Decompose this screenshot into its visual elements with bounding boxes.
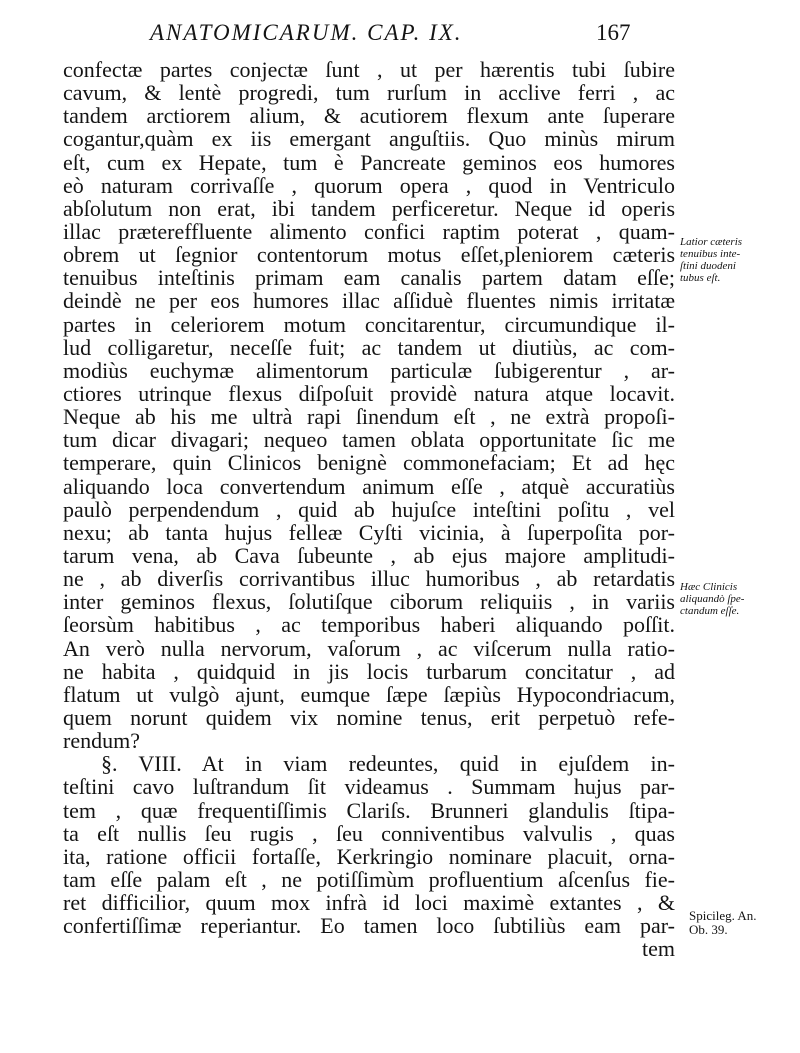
text-line: ne habita , quidquid in jis locis turbarum concitatur , ad	[63, 658, 675, 684]
text-line: nexu; ab tanta hujus felleæ Cyſti vicinia, à ſuperpoſita por-	[63, 519, 675, 545]
text-line: confertiſſimæ reperiantur. Eo tamen loco ſubtiliùs eam par-	[63, 913, 675, 939]
text-line: illac prætereffluente alimento confici raptim poterat , quam-	[63, 218, 675, 244]
text-line: Neque ab his me ultrà rapi ſinendum eſt , ne extrà propoſi-	[63, 404, 675, 430]
text-line: inter geminos flexus, ſolutiſque ciborum reliquiis , in variis	[63, 589, 675, 615]
margin-note-line: ſtini duodeni	[680, 260, 736, 272]
margin-note-line: ctandum eſſe.	[680, 605, 740, 617]
text-line: abſolutum non erat, ibi tandem perficeretur. Neque id operis	[63, 195, 675, 221]
text-line: ret difficilior, quum mox infrà id loci maximè extantes , &	[63, 890, 675, 916]
margin-note-line: tubus eſt.	[680, 272, 721, 284]
section-heading-line: §. VIII. At in viam redeuntes, quid in ejuſdem in-	[101, 751, 675, 777]
text-line: confectæ partes conjectæ ſunt , ut per hærentis tubi ſubire	[63, 57, 675, 82]
margin-note-line: Latior cæteris	[680, 236, 743, 248]
text-line: cogantur,quàm ex iis emergant anguſtiis. Quo minùs mirum	[63, 126, 675, 152]
margin-note-line: Hæc Clinicis	[680, 581, 738, 593]
text-line: obrem ut ſegnior contentorum motus eſſet,pleniorem cæteris	[63, 242, 675, 268]
margin-note-line: tenuibus inte-	[680, 248, 741, 260]
text-line: tam eſſe palam eſt , ne potiſſimùm profluentium aſcenſus fie-	[63, 866, 675, 892]
text-line: An verò nulla nervorum, vaſorum , ac viſcerum nulla ratio-	[63, 635, 675, 661]
text-line: tarum vena, ab Cava ſubeunte , ab ejus majore amplitudi-	[63, 542, 675, 568]
text-line: ita, ratione officii fortaſſe, Kerkringio nominare placuit, orna-	[63, 843, 675, 869]
text-line: quem norunt quidem vix nomine tenus, erit perpetuò refe-	[63, 704, 675, 730]
text-line: teſtini cavo luſtrandum ſit videamus . Summam hujus par-	[63, 774, 675, 800]
text-line: partes in celeriorem motum concitarentur, circumundique il-	[63, 311, 675, 337]
margin-note-line: aliquandò ſpe-	[680, 593, 745, 605]
text-line: deindè ne per eos humores illac aſſiduè fluentes nimis irritatæ	[63, 288, 675, 314]
text-line: temperare, quin Clinicos benignè commonefaciam; Et ad hęc	[63, 450, 675, 476]
text-line: ta eſt nullis ſeu rugis , ſeu conniventibus valvulis , quas	[63, 820, 675, 846]
margin-note-line: Ob. 39.	[689, 922, 728, 937]
text-line: flatum ut vulgò ajunt, eumque ſæpe ſæpiùs Hypocondriacum,	[63, 681, 675, 707]
text-line: rendum?	[63, 728, 140, 754]
body-text	[63, 58, 675, 960]
text-line: lud colligaretur, neceſſe fuit; ac tandem ut diutiùs, ac com-	[63, 334, 675, 360]
text-line: paulò perpendendum , quid ab hujuſce inteſtini poſitu , vel	[63, 496, 675, 522]
margin-note	[680, 236, 792, 284]
text-line: tem , quæ frequentiſſimis Clariſs. Brunneri glandulis ſtipa-	[63, 797, 675, 823]
text-line: eſt, cum ex Hepate, tum è Pancreate geminos eos humores	[63, 149, 675, 175]
text-line: ne , ab diverſis corrivantibus illuc humoribus , ab retardatis	[63, 566, 675, 592]
text-line: tenuibus inteſtinis primam eam canalis partem datam eſſe;	[63, 265, 675, 291]
margin-note-line: Spicileg. An.	[689, 908, 757, 923]
text-line: ctiores utrinque flexus diſpoſuit providè natura atque locavit.	[63, 380, 675, 406]
catchword: tem	[642, 936, 675, 962]
text-line: tum dicar divagari; nequeo tamen oblata opportunitate ſic me	[63, 427, 675, 453]
text-line: cavum, & lentè progredi, tum rurſum in acclive ferri , ac	[63, 80, 675, 106]
text-line: tandem arctiorem alium, & acutiorem flexum ante ſuperare	[63, 103, 675, 129]
running-head: ANATOMICARUM. CAP. IX.	[150, 20, 463, 45]
margin-note	[689, 909, 800, 937]
text-line: ſeorsùm habitibus , ac temporibus haberi aliquando poſſit.	[63, 612, 675, 638]
text-line: eò naturam corrivaſſe , quorum opera , quod in Ventriculo	[63, 172, 675, 198]
text-line: aliquando loca convertendum animum eſſe , atquè accuratiùs	[63, 473, 675, 499]
margin-note	[680, 581, 792, 617]
text-line: modiùs euchymæ alimentorum particulæ ſubigerentur , ar-	[63, 357, 675, 383]
page-number: 167	[596, 20, 631, 45]
